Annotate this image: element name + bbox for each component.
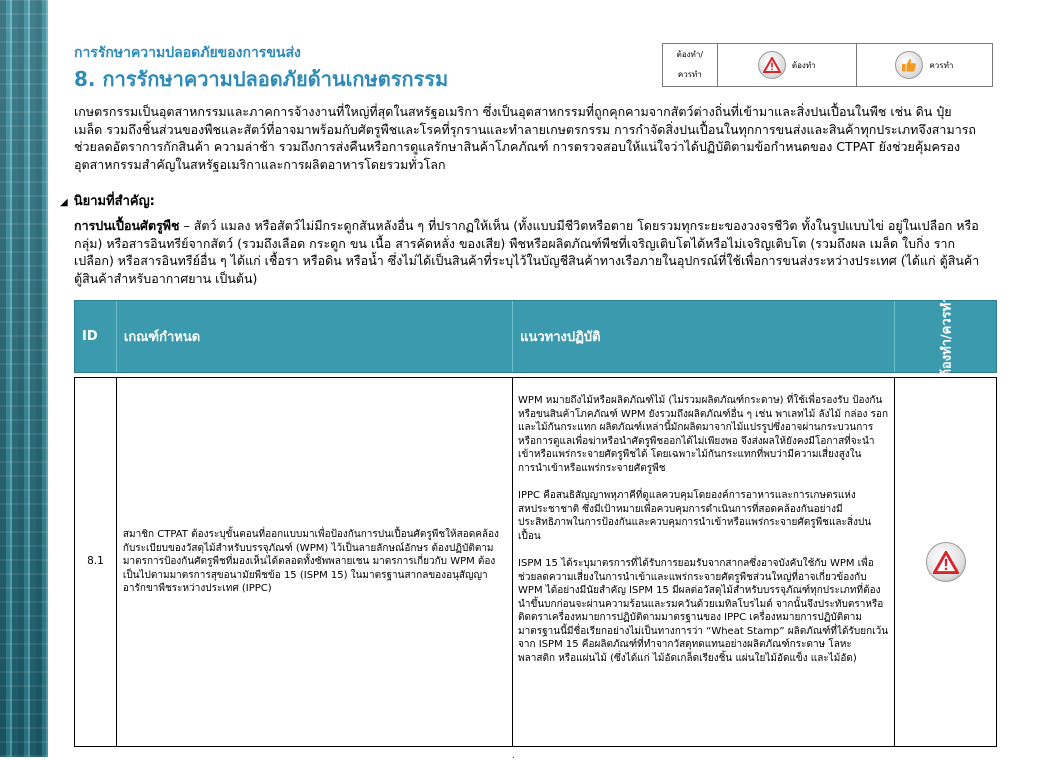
cell-requirement xyxy=(895,378,996,746)
guidance-paragraph-2: IPPC คือสนธิสัญญาพหุภาคีที่ดูแลควบคุมโดยองค์การอาหารและการเกษตรแห่งสหประชาชาติ ซึ่งมีเป้าหมายเพื่อควบคุมการดำเนินการที่สอดคล้องกันอย่างมีประสิทธิภาพในการป้องกันและควบคุมการนำเข้าหรือแพร่กระจายศัตรูพืชและสิ่งปนเปื้อน xyxy=(518,490,872,542)
thumbs-up-icon xyxy=(895,51,923,79)
cell-guidance xyxy=(513,378,895,746)
definition-paragraph xyxy=(74,217,990,287)
table-row xyxy=(74,377,997,747)
warning-triangle-icon xyxy=(758,51,786,79)
column-header-requirement xyxy=(895,295,996,378)
legend-label xyxy=(663,44,718,86)
guidance-paragraph-1: WPM หมายถึงไม้หรือผลิตภัณฑ์ไม้ (ไม่รวมผลิตภัณฑ์กระดาษ) ที่ใช้เพื่อรองรับ ป้องกัน หรือขนสินค้าโภคภัณฑ์ WPM ยังรวมถึงผลิตภัณฑ์อื่น ๆ เช่น พาเลทไม้ ลังไม้ กล่อง รอก และไม้กันกระแทก ผลิตภัณฑ์เหล่านี้มักผลิตมาจากไม้แปรรูปซึ่งอาจผ่านกระบวนการหรือการดูแลเพื่อฆ่าหรือนำศัตรูพืชออกได้ไม่เพียงพอ จึงส่งผลให้ยังคงมีโอกาสที่จะนำเข้าหรือแพร่กระจายศัตรูพืชได้ โดยเฉพาะไม้กันกระแทกที่พบว่ามีความเสี่ยงสูงในการนำเข้าหรือแพร่กระจายศัตรูพืช xyxy=(518,395,888,474)
column-header-requirement-label: ต้องทำ/ควรทำ xyxy=(939,295,955,378)
legend-should xyxy=(857,44,992,86)
warning-triangle-icon xyxy=(926,542,966,582)
legend-box xyxy=(662,43,993,87)
column-header-id: ID xyxy=(75,301,117,372)
page-title: 8. การรักษาความปลอดภัยด้านเกษตรกรรม xyxy=(74,67,449,91)
legend-must-label: ต้องทำ xyxy=(791,60,816,70)
column-header-criteria: เกณฑ์กำหนด xyxy=(117,301,513,372)
intro-paragraph: เกษตรกรรมเป็นอุตสาหกรรมและภาคการจ้างงานที่ใหญ่ที่สุดในสหรัฐอเมริกา ซึ่งเป็นอุตสาหกรรมที่ถูกคุกคามจากสัตว์ต่างถิ่นที่เข้ามาและสิ่งปนเปื้อนในพืช เช่น ดิน ปุ๋ย เมล็ด รวมถึงชิ้นส่วนของพืชและสัตว์ที่อาจมาพร้อมกับศัตรูพืชและโรคที่รุกรานและทำลายเกษตรกรรม การกำจัดสิ่งปนเปื้อนในทุกการขนส่งและสินค้าทุกประเภทจึงสามารถช่วยลดอัตราการกักสินค้า ความล่าช้า รวมถึงการส่งคืนหรือการดูแลรักษาสินค้าโภคภัณฑ์ การตรวจสอบให้แน่ใจว่าได้ปฏิบัติตามข้อกำหนดของ CTPAT ยังช่วยคุ้มครองอุตสาหกรรมสำคัญในสหรัฐอเมริกาและการผลิตอาหารโดยรวมทั่วโลก xyxy=(74,104,976,172)
definition-body: – สัตว์ แมลง หรือสัตว์ไม่มีกระดูกสันหลังอื่น ๆ ที่ปรากฏให้เห็น (ทั้งแบบมีชีวิตหรือตาย โดยรวมทุกระยะของวงจรชีวิต ทั้งในรูปแบบไข่ อยู่ในเปลือก หรือกลุ่ม) หรือสารอินทรีย์จากสัตว์ (รวมถึงเลือด กระดูก ขน เนื้อ สารคัดหลั่ง ของเสีย) พืชหรือผลิตภัณฑ์พืชที่เจริญเติบโตได้หรือไม่เจริญเติบโต (รวมถึงผล เมล็ด ใบกิ่ง ราก เปลือก) หรือสารอินทรีย์อื่น ๆ ได้แก่ เชื้อรา หรือดิน หรือน้ำ ซึ่งไม่ได้เป็นสินค้าที่ระบุไว้ในบัญชีสินค้าทางเรือภายในอุปกรณ์ที่ใช้เพื่อการขนส่งระหว่างประเทศ (ได้แก่ ตู้สินค้า ตู้สินค้าสำหรับอากาศยาน เป็นต้น) xyxy=(74,218,980,286)
cell-id: 8.1 xyxy=(75,378,117,746)
table-header xyxy=(74,295,997,378)
legend-should-label: ควรทำ xyxy=(929,60,954,70)
guidance-paragraph-3: ISPM 15 ได้ระบุมาตรการที่ได้รับการยอมรับจากสากลซึ่งอาจบังคับใช้กับ WPM เพื่อช่วยลดความเสี่ยงในการนำเข้าและแพร่กระจายศัตรูพืชส่วนใหญ่ที่อาจเกี่ยวข้องกับ WPM ได้อย่างมีนัยสำคัญ ISPM 15 มีผลต่อวัสดุไม้สำหรับบรรจุภัณฑ์ทุกประเภทที่ต้องนำขึ้นบกก่อนจะผ่านความร้อนและรมควันด้วยเมทิลโบรไมด์ จากนั้นจึงประทับตราหรือติดตราเครื่องหมายการปฏิบัติตามมาตรฐานของ IPPC เครื่องหมายการปฏิบัติตามมาตรฐานนี้มีชื่อเรียกอย่างไม่เป็นทางการว่า “Wheat Stamp” ผลิตภัณฑ์ที่ได้รับยกเว้นจาก ISPM 15 คือผลิตภัณฑ์ที่ทำจากวัสดุทดแทนอย่างผลิตภัณฑ์กระดาษ โลหะ พลาสติก หรือแผ่นไม้ (ซึ่งได้แก่ ไม้อัดเกล็ดเรียงชิ้น แผ่นใยไม้อัดแข็ง และไม้อัด) xyxy=(518,558,889,664)
legend-label-line2: ควรทำ xyxy=(677,70,702,79)
footer-mark: . xyxy=(512,751,515,760)
column-header-guidance: แนวทางปฏิบัติ xyxy=(513,301,895,372)
definition-term: การปนเปื้อนศัตรูพืช xyxy=(74,218,180,233)
section-kicker: การรักษาความปลอดภัยของการขนส่ง xyxy=(74,45,301,61)
definitions-heading xyxy=(60,190,155,211)
decorative-container-strip xyxy=(0,0,48,757)
definitions-heading-label: นิยามที่สำคัญ: xyxy=(73,194,155,209)
collapse-triangle-icon: ◢ xyxy=(60,197,68,208)
legend-must xyxy=(718,44,857,86)
cell-criteria xyxy=(117,378,513,746)
cell-criteria-text: สมาชิก CTPAT ต้องระบุขั้นตอนที่ออกแบบมาเพื่อป้องกันการปนเปื้อนศัตรูพืชให้สอดคล้องกับระเบียบของวัสดุไม้สำหรับบรรจุภัณฑ์ (WPM) ไว้เป็นลายลักษณ์อักษร ต้องปฏิบัติตามมาตรการป้องกันศัตรูพืชที่มองเห็นได้ตลอดทั้งซัพพลายเชน มาตรการเกี่ยวกับ WPM ต้องเป็นไปตามมาตรการสุขอนามัยพืชข้อ 15 (ISPM 15) ในมาตรฐานสากลของอนุสัญญาอารักขาพืชระหว่างประเทศ (IPPC) xyxy=(122,529,499,595)
legend-label-line1: ต้องทำ/ xyxy=(676,50,704,59)
